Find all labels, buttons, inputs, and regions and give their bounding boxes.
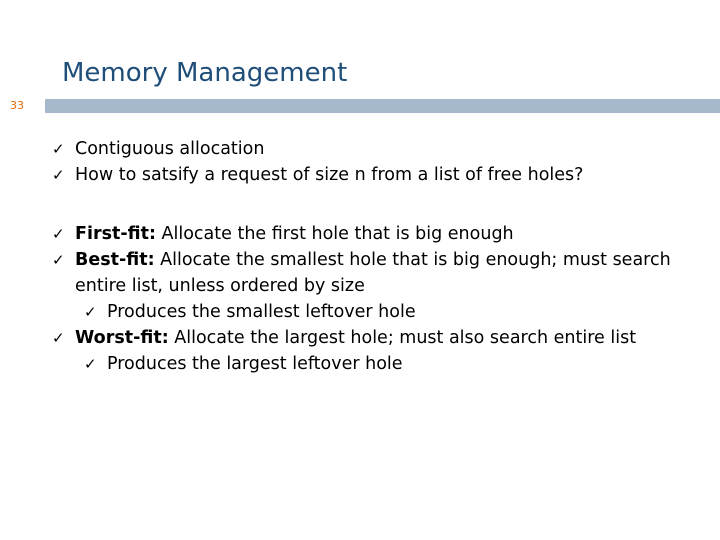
best-fit-text: Allocate the smallest hole that is big enough; must search entire list, unless ordered by size: [75, 250, 671, 296]
sub-bullet-best-fit: [84, 299, 702, 325]
bullet-text: Contiguous allocation: [75, 139, 265, 159]
first-fit-text: Allocate the first hole that is big enough: [155, 224, 514, 244]
slide-number-badge: [0, 97, 45, 115]
first-fit-term: First-fit:: [75, 224, 156, 244]
sub-bullet-worst-fit: [84, 351, 702, 377]
slide-number: 33: [10, 99, 24, 112]
sub-bullet-text: Produces the largest leftover hole: [107, 354, 403, 374]
bullet-worst-fit: [52, 325, 702, 351]
bullet-contiguous-allocation: [52, 136, 702, 162]
bullet-text: How to satsify a request of size n from a list of free holes?: [75, 165, 584, 185]
sub-bullet-text: Produces the smallest leftover hole: [107, 302, 416, 322]
checkmark-icon: ✓: [52, 329, 65, 347]
checkmark-icon: ✓: [52, 140, 65, 158]
bullet-best-fit: [52, 247, 702, 299]
bullet-request-question: [52, 162, 702, 188]
title-underline-bar: [45, 99, 720, 113]
page-title: Memory Management: [62, 58, 348, 88]
checkmark-icon: ✓: [84, 355, 97, 373]
worst-fit-term: Worst-fit:: [75, 328, 169, 348]
spacer: [52, 188, 702, 221]
checkmark-icon: ✓: [84, 303, 97, 321]
worst-fit-text: Allocate the largest hole; must also search entire list: [168, 328, 637, 348]
best-fit-term: Best-fit:: [75, 250, 155, 270]
checkmark-icon: ✓: [52, 251, 65, 269]
checkmark-icon: ✓: [52, 166, 65, 184]
bullet-first-fit: [52, 221, 702, 247]
checkmark-icon: ✓: [52, 225, 65, 243]
slide-content: [52, 136, 702, 377]
